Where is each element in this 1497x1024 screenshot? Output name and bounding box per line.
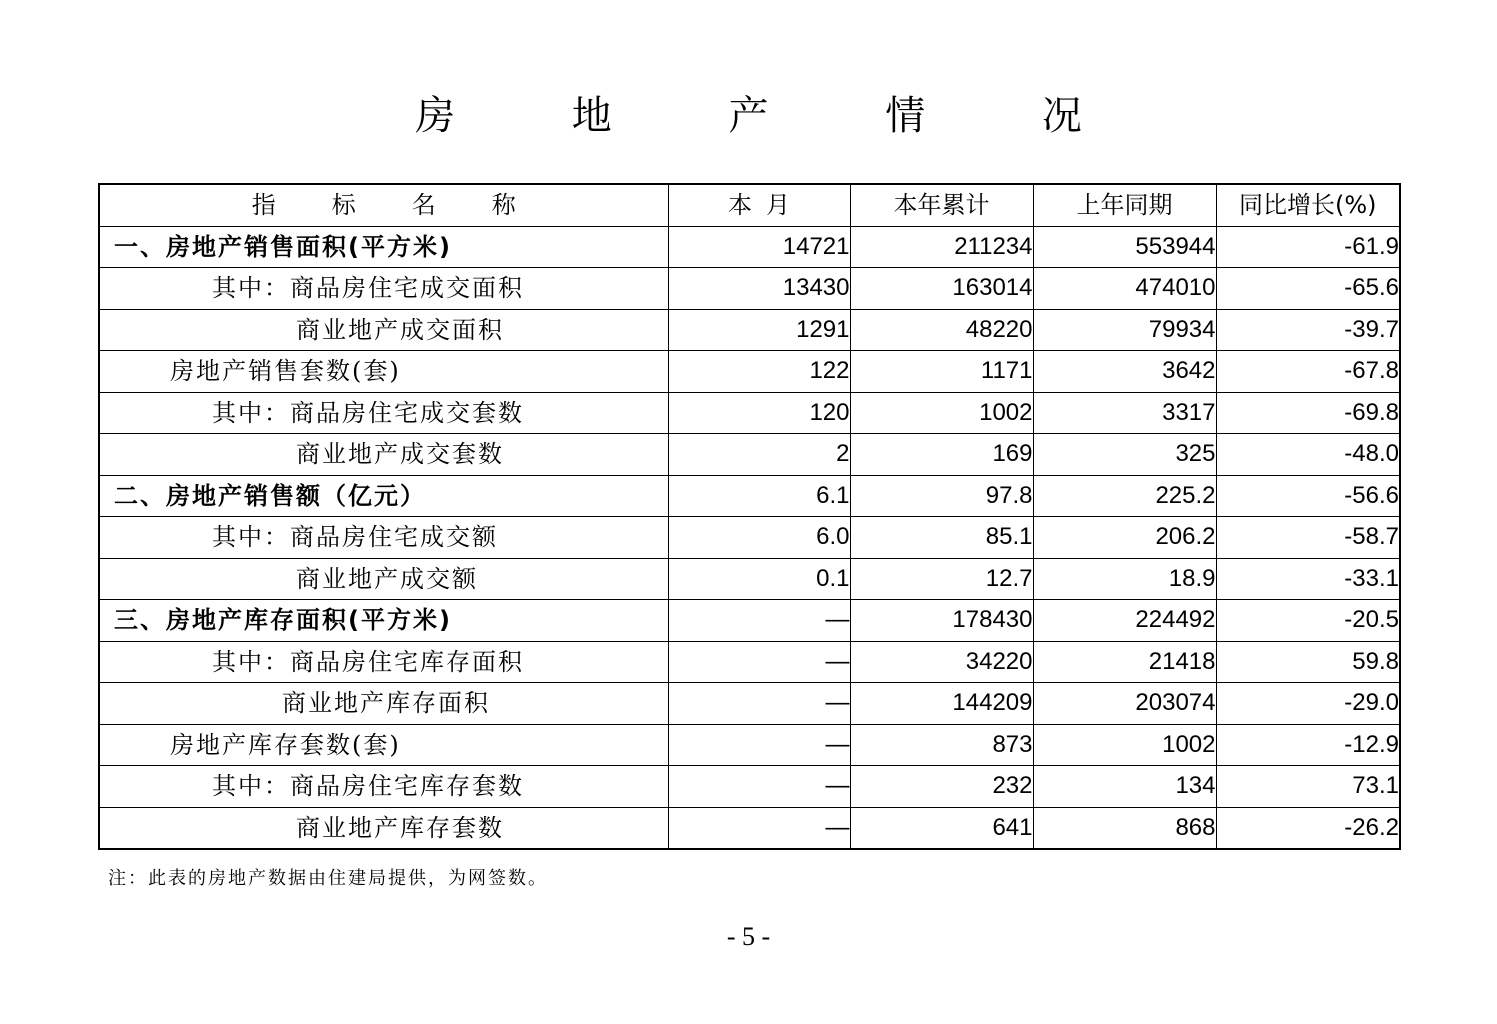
- table-row: [99, 724, 1400, 766]
- row-indicator-name: 商业地产成交面积: [99, 309, 668, 351]
- row-yoy-growth: -26.2: [1216, 807, 1400, 849]
- table-body: [99, 226, 1400, 849]
- header-yoy-growth: 同比增长(%): [1216, 184, 1400, 226]
- row-previous-year: 553944: [1033, 226, 1216, 268]
- table-row: [99, 807, 1400, 849]
- row-indicator-name: 商业地产库存面积: [99, 683, 668, 725]
- row-year-to-date: 12.7: [850, 558, 1033, 600]
- row-yoy-growth: 73.1: [1216, 766, 1400, 808]
- row-yoy-growth: 59.8: [1216, 641, 1400, 683]
- row-indicator-name: 房地产库存套数(套): [99, 724, 668, 766]
- row-this-month: —: [668, 683, 850, 725]
- row-previous-year: 868: [1033, 807, 1216, 849]
- row-year-to-date: 641: [850, 807, 1033, 849]
- page-title-text: 房 地 产 情 况: [415, 93, 1134, 139]
- table-row: [99, 309, 1400, 351]
- row-previous-year: 79934: [1033, 309, 1216, 351]
- table-header-row: [99, 184, 1400, 226]
- row-indicator-name: 商业地产成交套数: [99, 434, 668, 476]
- row-year-to-date: 232: [850, 766, 1033, 808]
- row-yoy-growth: -58.7: [1216, 517, 1400, 559]
- row-indicator-name: 商业地产库存套数: [99, 807, 668, 849]
- row-yoy-growth: -12.9: [1216, 724, 1400, 766]
- row-year-to-date: 211234: [850, 226, 1033, 268]
- row-year-to-date: 144209: [850, 683, 1033, 725]
- row-indicator-name: 二、房地产销售额（亿元）: [99, 475, 668, 517]
- row-this-month: —: [668, 724, 850, 766]
- header-year-to-date: 本年累计: [850, 184, 1033, 226]
- row-this-month: 122: [668, 351, 850, 393]
- row-yoy-growth: -67.8: [1216, 351, 1400, 393]
- row-yoy-growth: -48.0: [1216, 434, 1400, 476]
- table-row: [99, 766, 1400, 808]
- row-this-month: —: [668, 600, 850, 642]
- row-previous-year: 21418: [1033, 641, 1216, 683]
- row-yoy-growth: -56.6: [1216, 475, 1400, 517]
- footnote: 注：此表的房地产数据由住建局提供，为网签数。: [108, 868, 548, 889]
- table-row: [99, 517, 1400, 559]
- row-previous-year: 1002: [1033, 724, 1216, 766]
- row-yoy-growth: -69.8: [1216, 392, 1400, 434]
- row-indicator-name: 其中：商品房住宅库存面积: [99, 641, 668, 683]
- row-this-month: 0.1: [668, 558, 850, 600]
- table-row: [99, 226, 1400, 268]
- row-this-month: —: [668, 641, 850, 683]
- row-previous-year: 203074: [1033, 683, 1216, 725]
- row-year-to-date: 34220: [850, 641, 1033, 683]
- row-yoy-growth: -39.7: [1216, 309, 1400, 351]
- table-row: [99, 434, 1400, 476]
- row-this-month: —: [668, 766, 850, 808]
- page-number: - 5 -: [726, 922, 771, 951]
- row-this-month: 1291: [668, 309, 850, 351]
- real-estate-table: [98, 183, 1401, 850]
- row-indicator-name: 一、房地产销售面积(平方米): [99, 226, 668, 268]
- row-yoy-growth: -33.1: [1216, 558, 1400, 600]
- table-row: [99, 392, 1400, 434]
- row-this-month: 6.1: [668, 475, 850, 517]
- row-previous-year: 206.2: [1033, 517, 1216, 559]
- row-previous-year: 134: [1033, 766, 1216, 808]
- row-indicator-name: 房地产销售套数(套): [99, 351, 668, 393]
- row-yoy-growth: -20.5: [1216, 600, 1400, 642]
- row-previous-year: 18.9: [1033, 558, 1216, 600]
- row-this-month: —: [668, 807, 850, 849]
- table-row: [99, 641, 1400, 683]
- row-previous-year: 225.2: [1033, 475, 1216, 517]
- row-previous-year: 224492: [1033, 600, 1216, 642]
- row-year-to-date: 1002: [850, 392, 1033, 434]
- row-this-month: 13430: [668, 268, 850, 310]
- row-year-to-date: 169: [850, 434, 1033, 476]
- row-year-to-date: 1171: [850, 351, 1033, 393]
- header-this-month: 本月: [668, 184, 850, 226]
- row-this-month: 6.0: [668, 517, 850, 559]
- row-indicator-name: 其中：商品房住宅成交套数: [99, 392, 668, 434]
- row-this-month: 14721: [668, 226, 850, 268]
- row-indicator-name: 其中：商品房住宅库存套数: [99, 766, 668, 808]
- row-previous-year: 3317: [1033, 392, 1216, 434]
- row-previous-year: 474010: [1033, 268, 1216, 310]
- row-year-to-date: 85.1: [850, 517, 1033, 559]
- row-yoy-growth: -29.0: [1216, 683, 1400, 725]
- row-indicator-name: 三、房地产库存面积(平方米): [99, 600, 668, 642]
- row-indicator-name: 商业地产成交额: [99, 558, 668, 600]
- row-year-to-date: 97.8: [850, 475, 1033, 517]
- table-row: [99, 351, 1400, 393]
- table-row: [99, 600, 1400, 642]
- header-previous-year: 上年同期: [1033, 184, 1216, 226]
- row-previous-year: 3642: [1033, 351, 1216, 393]
- table-row: [99, 475, 1400, 517]
- table-row: [99, 683, 1400, 725]
- row-this-month: 120: [668, 392, 850, 434]
- row-yoy-growth: -61.9: [1216, 226, 1400, 268]
- row-indicator-name: 其中：商品房住宅成交面积: [99, 268, 668, 310]
- row-yoy-growth: -65.6: [1216, 268, 1400, 310]
- row-previous-year: 325: [1033, 434, 1216, 476]
- row-year-to-date: 873: [850, 724, 1033, 766]
- table-row: [99, 558, 1400, 600]
- row-year-to-date: 48220: [850, 309, 1033, 351]
- header-indicator-name: 指标名称: [99, 184, 668, 226]
- page-title: [0, 88, 1497, 144]
- row-this-month: 2: [668, 434, 850, 476]
- row-year-to-date: 178430: [850, 600, 1033, 642]
- row-year-to-date: 163014: [850, 268, 1033, 310]
- table-row: [99, 268, 1400, 310]
- row-indicator-name: 其中：商品房住宅成交额: [99, 517, 668, 559]
